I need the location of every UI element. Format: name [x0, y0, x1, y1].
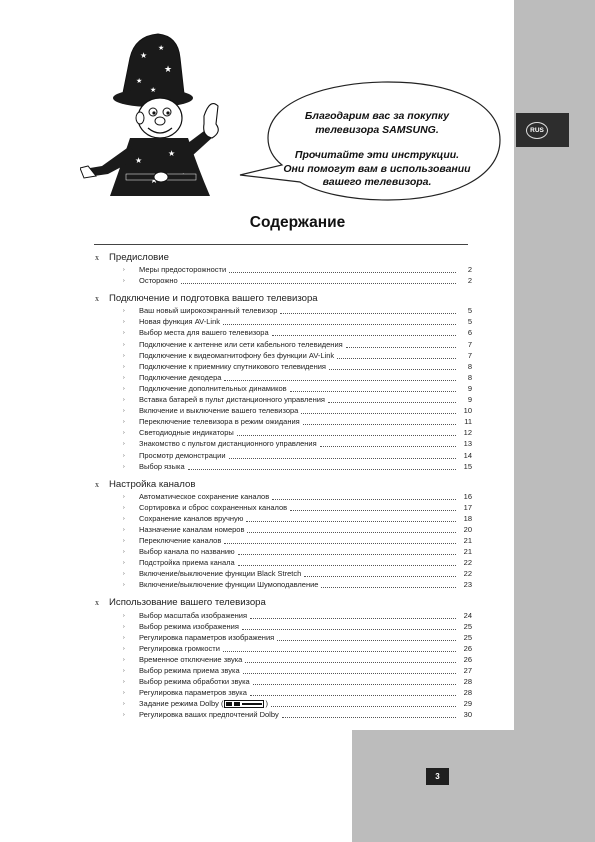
entry-page-number: 6 [467, 328, 472, 338]
entry-label: Новая функция AV-Link [139, 317, 220, 327]
leader-dots [303, 424, 456, 425]
toc-entry [95, 275, 472, 286]
entry-arrow-icon: › [123, 656, 125, 663]
toc-entry [95, 427, 472, 438]
leader-dots [282, 717, 456, 718]
entry-label: Выбор режима приема звука [139, 666, 240, 675]
entry-label: Задание режима Dolby ( ) [139, 699, 268, 709]
entry-arrow-icon: › [123, 690, 125, 697]
entry-label: Выбор канала по названию [139, 547, 235, 557]
entry-page-number: 9 [467, 383, 472, 393]
svg-text:★: ★ [140, 51, 148, 60]
entry-page-number: 22 [463, 558, 472, 568]
entry-page-number: 7 [467, 350, 472, 360]
entry-page-number: 21 [463, 536, 472, 546]
toc-entry [95, 405, 472, 416]
leader-dots [277, 640, 456, 641]
toc-entry [95, 698, 472, 709]
entry-page-number: 18 [463, 513, 472, 523]
entry-arrow-icon: › [123, 526, 125, 533]
entry-arrow-icon: › [123, 582, 125, 589]
entry-label: Назначение каналам номеров [139, 524, 245, 534]
entry-arrow-icon: › [123, 560, 125, 567]
toc-entry [95, 316, 472, 327]
entry-arrow-icon: › [123, 452, 125, 459]
wizard-mascot-illustration [80, 28, 260, 198]
entry-arrow-icon: › [123, 385, 125, 392]
entry-arrow-icon: › [123, 493, 125, 500]
entry-label: Временное отключение звука [139, 654, 243, 664]
entry-label: Выбор места для вашего телевизора [139, 328, 269, 338]
entry-page-number: 14 [463, 450, 472, 460]
svg-text:★: ★ [136, 78, 143, 85]
leader-dots [272, 335, 456, 336]
entry-arrow-icon: › [123, 352, 125, 359]
leader-dots [280, 313, 456, 314]
section-title: Настройка каналов [109, 478, 196, 490]
toc-entry [95, 665, 472, 676]
entry-page-number: 2 [467, 276, 472, 286]
entry-label: Переключение телевизора в режим ожидания [139, 417, 300, 427]
leader-dots [328, 402, 456, 403]
leader-dots [229, 272, 456, 273]
entry-label: Подключение к антенне или сети кабельного телевидения [139, 339, 343, 349]
toc-entry [95, 709, 472, 720]
entry-arrow-icon: › [123, 623, 125, 630]
entry-arrow-icon: › [123, 668, 125, 674]
leader-dots [321, 587, 456, 588]
entry-page-number: 2 [467, 265, 472, 275]
bottom-margin-band [352, 730, 595, 842]
bubble-line: телевизора SAMSUNG. [315, 123, 439, 136]
entry-page-number: 9 [467, 395, 472, 405]
title-rule [94, 244, 468, 245]
language-badge: RUS [526, 122, 548, 139]
entry-page-number: 25 [463, 632, 472, 642]
toc-entry [95, 350, 472, 361]
leader-dots [320, 446, 456, 447]
leader-dots [238, 554, 456, 555]
entry-page-number: 27 [463, 666, 472, 675]
entry-label: Выбор режима изображения [139, 621, 239, 631]
entry-arrow-icon: › [123, 504, 125, 511]
entry-arrow-icon: › [123, 515, 125, 522]
section-bullet: x [95, 294, 99, 304]
section-bullet: x [95, 479, 99, 489]
toc-entry [95, 654, 472, 665]
entry-arrow-icon: › [123, 679, 125, 686]
leader-dots [290, 510, 456, 511]
entry-arrow-icon: › [123, 341, 125, 348]
toc-entry [95, 416, 472, 427]
entry-label: Сортировка и сброс сохраненных каналов [139, 502, 288, 512]
entry-page-number: 5 [467, 306, 472, 316]
entry-label: Выбор масштаба изображения [139, 610, 248, 620]
toc-entry [95, 535, 472, 546]
entry-label: Включение/выключение функции Шумоподавление [139, 580, 319, 590]
entry-label: Сохранение каналов вручную [139, 513, 244, 523]
leader-dots [229, 458, 456, 459]
entry-arrow-icon: › [123, 571, 125, 578]
bubble-line: Прочитайте эти инструкции. [294, 149, 460, 161]
leader-dots [223, 651, 456, 652]
entry-label: Регулировка ваших предпочтений Dolby [139, 710, 279, 720]
leader-dots [290, 391, 456, 392]
toc-entry [95, 361, 472, 372]
toc-entry [95, 438, 472, 449]
entry-arrow-icon: › [123, 634, 125, 641]
entry-label: Регулировка параметров звука [139, 688, 247, 698]
entry-arrow-icon: › [123, 701, 125, 708]
entry-page-number: 20 [463, 524, 472, 534]
entry-page-number: 28 [463, 677, 472, 687]
table-of-contents [95, 251, 472, 720]
entry-page-number: 30 [463, 710, 472, 720]
toc-entry [95, 327, 472, 338]
entry-arrow-icon: › [123, 441, 125, 448]
toc-entry [95, 394, 472, 405]
entry-arrow-icon: › [123, 419, 125, 426]
toc-entry [95, 579, 472, 590]
toc-entry [95, 687, 472, 698]
toc-entry [95, 449, 472, 460]
entry-label: Включение/выключение функции Black Stretch [139, 569, 302, 579]
section-title: Подключение и подготовка вашего телевизора [109, 293, 318, 305]
leader-dots [181, 283, 456, 284]
leader-dots [271, 706, 456, 707]
leader-dots [246, 521, 456, 522]
entry-page-number: 23 [463, 580, 472, 590]
entry-label: Светодиодные индикаторы [139, 428, 234, 438]
entry-page-number: 5 [467, 317, 472, 327]
entry-label: Подключение к видеомагнитофону без функции AV-Link [139, 350, 335, 360]
entry-label: Включение и выключение вашего телевизора [139, 406, 299, 416]
entry-arrow-icon: › [123, 278, 125, 285]
leader-dots [337, 358, 456, 359]
entry-page-number: 10 [463, 406, 472, 416]
section-bullet: x [95, 253, 99, 262]
entry-label: Вставка батарей в пульт дистанционного управления [139, 395, 325, 405]
entry-label: Ваш новый широкоэкранный телевизор [139, 306, 278, 316]
toc-entry [95, 383, 472, 394]
entry-page-number: 21 [463, 547, 472, 557]
entry-label: Регулировка громкости [139, 643, 220, 653]
entry-page-number: 11 [464, 417, 472, 427]
entry-page-number: 24 [463, 610, 472, 620]
leader-dots [224, 380, 456, 381]
entry-label: Подключение дополнительных динамиков [139, 383, 287, 393]
bubble-line: Благодарим вас за покупку [304, 110, 450, 122]
entry-page-number: 26 [463, 654, 472, 664]
entry-label: Подключение к приемнику спутникового телевидения [139, 361, 326, 371]
section-title: Предисловие [109, 252, 169, 263]
leader-dots [329, 369, 456, 370]
entry-arrow-icon: › [123, 363, 125, 370]
leader-dots [238, 565, 456, 566]
toc-entry [95, 621, 472, 632]
toc-section-heading [95, 251, 472, 264]
page-title: Содержание [249, 214, 346, 231]
entry-arrow-icon: › [123, 712, 125, 719]
entry-page-number: 26 [463, 643, 472, 653]
toc-entry [95, 502, 472, 513]
svg-text:★: ★ [158, 45, 165, 52]
leader-dots [346, 347, 456, 348]
toc-entry [95, 632, 472, 643]
entry-label: Подключение декодера [139, 372, 222, 382]
toc-section-heading [95, 292, 472, 305]
svg-text:★: ★ [150, 87, 157, 94]
toc-section-heading [95, 596, 472, 609]
leader-dots [243, 673, 456, 674]
dolby-logo-icon [224, 700, 264, 708]
leader-dots [301, 413, 456, 414]
leader-dots [242, 629, 456, 630]
entry-arrow-icon: › [123, 463, 125, 470]
entry-arrow-icon: › [123, 308, 125, 315]
page-number: 3 [426, 768, 449, 785]
leader-dots [304, 576, 456, 577]
svg-text:★: ★ [164, 64, 173, 74]
entry-label: Осторожно [139, 276, 178, 286]
entry-page-number: 17 [463, 502, 472, 512]
entry-page-number: 29 [463, 699, 472, 709]
toc-entry [95, 461, 472, 472]
leader-dots [253, 684, 456, 685]
entry-page-number: 8 [467, 372, 472, 382]
toc-entry [95, 643, 472, 654]
leader-dots [250, 618, 456, 619]
toc-entry [95, 372, 472, 383]
leader-dots [272, 499, 456, 500]
entry-arrow-icon: › [123, 330, 125, 337]
toc-entry [95, 338, 472, 349]
leader-dots [247, 532, 456, 533]
entry-label: Подстройка приема канала [139, 558, 235, 568]
entry-label: Выбор режима обработки звука [139, 677, 250, 687]
entry-arrow-icon: › [123, 319, 125, 326]
entry-arrow-icon: › [123, 408, 125, 415]
toc-section-heading [95, 478, 472, 491]
svg-text:★: ★ [168, 149, 176, 158]
entry-page-number: 7 [467, 339, 472, 349]
toc-entry [95, 676, 472, 687]
bubble-line: вашего телевизора. [322, 176, 432, 188]
leader-dots [223, 324, 456, 325]
entry-page-number: 25 [463, 621, 472, 631]
entry-page-number: 13 [463, 439, 472, 449]
section-bullet: x [95, 598, 99, 608]
section-title: Использование вашего телевизора [109, 597, 266, 609]
leader-dots [188, 469, 456, 470]
toc-entry [95, 557, 472, 568]
toc-entry [95, 609, 472, 620]
entry-label: Автоматическое сохранение каналов [139, 491, 270, 501]
entry-arrow-icon: › [123, 430, 125, 437]
entry-page-number: 28 [463, 688, 472, 698]
entry-arrow-icon: › [123, 645, 125, 652]
toc-entry [95, 524, 472, 535]
bubble-line: Они помогут вам в использовании [283, 162, 471, 175]
entry-arrow-icon: › [123, 267, 125, 274]
toc-entry [95, 513, 472, 524]
leader-dots [237, 435, 456, 436]
toc-entry [95, 546, 472, 557]
leader-dots [250, 695, 456, 696]
entry-label: Меры предосторожности [139, 265, 227, 275]
entry-label: Выбор языка [139, 461, 185, 471]
entry-page-number: 8 [467, 361, 472, 371]
entry-label: Знакомство с пультом дистанционного управления [139, 439, 317, 449]
entry-arrow-icon: › [123, 612, 125, 619]
leader-dots [245, 662, 456, 663]
toc-entry [95, 305, 472, 316]
entry-page-number: 12 [463, 428, 472, 438]
entry-label: Просмотр демонстрации [139, 450, 226, 460]
entry-arrow-icon: › [123, 549, 125, 556]
entry-arrow-icon: › [123, 397, 125, 404]
toc-entry [95, 568, 472, 579]
entry-arrow-icon: › [123, 538, 125, 545]
entry-page-number: 22 [463, 569, 472, 579]
entry-page-number: 16 [463, 491, 472, 501]
leader-dots [224, 543, 456, 544]
entry-page-number: 15 [463, 461, 472, 471]
entry-label: Переключение каналов [139, 536, 222, 546]
toc-entry [95, 264, 472, 275]
svg-text:★: ★ [135, 156, 143, 165]
bubble-text [282, 110, 472, 190]
entry-label: Регулировка параметров изображения [139, 632, 275, 642]
toc-entry [95, 491, 472, 502]
entry-arrow-icon: › [123, 374, 125, 381]
